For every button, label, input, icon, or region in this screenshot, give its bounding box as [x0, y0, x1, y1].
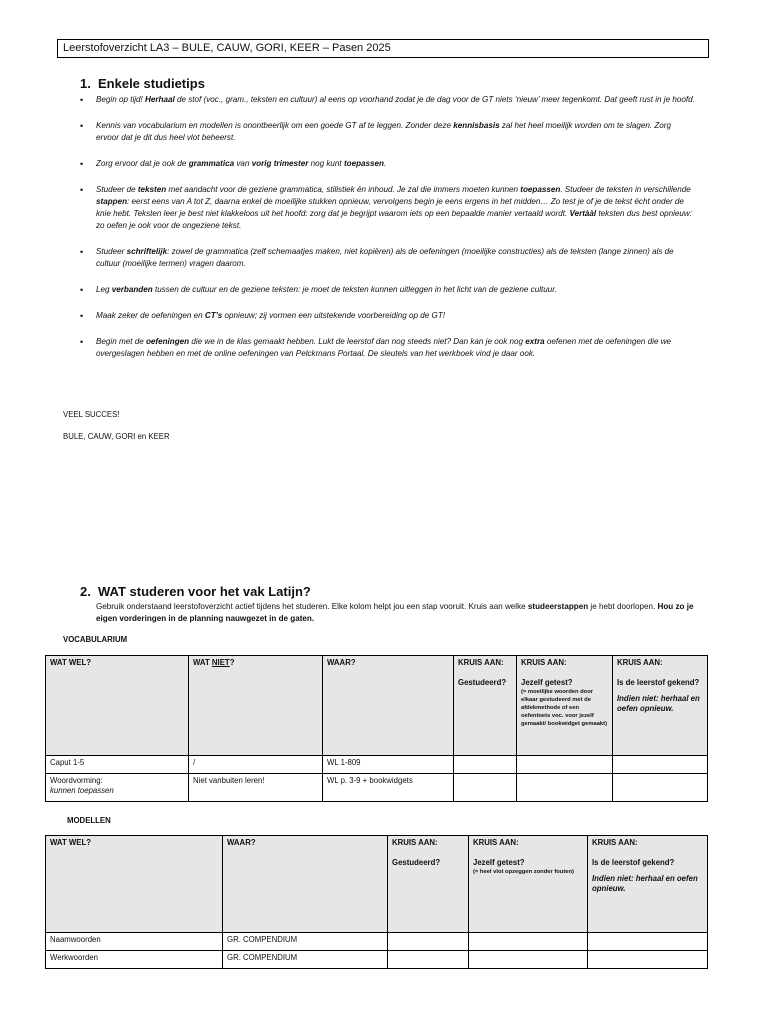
checkbox-jezelf-getest[interactable] [469, 933, 588, 951]
text-run: Kennis van vocabularium en modellen is onontbeerlijk om een goede GT af te leggen. Zonder deze [96, 121, 454, 130]
bold-text: Vertààl [569, 209, 597, 218]
section-2-title-text: WAT studeren voor het vak Latijn? [98, 584, 311, 599]
col-jezelf-getest [469, 836, 588, 933]
section-1-number: 1. [80, 76, 91, 91]
indien-label: Indien niet: herhaal en oefen opnieuw. [592, 874, 698, 893]
text-run: Studeer de [96, 185, 138, 194]
section-2-title [80, 584, 311, 599]
gestudeerd-label: Gestudeerd? [392, 858, 441, 867]
text-run: met aandacht voor de geziene grammatica, stilistiek én inhoud. Je zal die immers moeten kunnen [166, 185, 521, 194]
checkbox-gestudeerd[interactable] [454, 774, 517, 802]
row-waar: WL p. 3-9 + bookwidgets [323, 774, 454, 802]
models-table [45, 835, 708, 969]
tip-item [80, 336, 696, 360]
authors-text: BULE, CAUW, GORI en KEER [63, 432, 170, 441]
bold-text: extra [525, 337, 545, 346]
kruis-label: KRUIS AAN: [592, 838, 638, 847]
checkbox-gekend[interactable] [613, 774, 708, 802]
text-run: Begin op tijd! [96, 95, 146, 104]
kruis-label: KRUIS AAN: [521, 658, 567, 667]
row-wat-wel: Werkwoorden [46, 951, 223, 969]
jezelf-note: (= heel vlot opzeggen zonder fouten) [473, 869, 574, 875]
section-2-number: 2. [80, 584, 91, 599]
text-run: oefenen met de oefeningen die we overgeslagen hebben en met de online oefeningen van Pelckmans Portaal. De sleutels van het werkboek vind je daar ook. [96, 337, 672, 358]
tip-item [80, 310, 696, 322]
bold-text: verbanden [111, 285, 153, 294]
kruis-label: KRUIS AAN: [392, 838, 438, 847]
col-waar: WAAR? [223, 836, 388, 933]
jezelf-note: (= moeilijke woorden door elkaar gestudeerd met de afdekmethode of een oefentoets voc. voor jezelf gemaakt/ bookwidget gemaakt) [521, 689, 608, 727]
closing-text: VEEL SUCCES! [63, 410, 120, 419]
bold-text: studeerstappen [527, 602, 589, 611]
col-gekend [613, 656, 708, 756]
text-run: Gebruik onderstaand leerstofoverzicht actief tijdens het studeren. Elke kolom helpt jou een stap vooruit. Kruis aan welke [96, 602, 528, 611]
row-waar: GR. COMPENDIUM [223, 933, 388, 951]
models-header-row [46, 836, 708, 933]
checkbox-jezelf-getest[interactable] [469, 951, 588, 969]
text-run: . [383, 159, 387, 168]
text-run: Zorg ervoor dat je ook de [96, 159, 189, 168]
row-waar: WL 1-809 [323, 756, 454, 774]
col-wat-end: ? [229, 658, 235, 667]
text-run: tussen de cultuur en de geziene teksten: je moet de teksten kunnen uitleggen in het licht van de geziene cultuur. [152, 285, 557, 294]
bold-text: Herhaal [145, 95, 175, 104]
checkbox-gekend[interactable] [613, 756, 708, 774]
text-run: Leg [96, 285, 112, 294]
text-run: : zowel de grammatica (zelf schemaatjes maken, niet kopiëren) als de oefeningen (moeilijke constructies) als de teksten (lange zinnen) als de cultuur (moeilijke termen) vragen daarom. [96, 247, 674, 268]
indien-label: Indien niet: herhaal en oefen opnieuw. [617, 694, 700, 713]
checkbox-gestudeerd[interactable] [388, 951, 469, 969]
text-run: teksten dus best opnieuw: zo oefen je ook voor de ongeziene tekst. [96, 209, 693, 230]
checkbox-gekend[interactable] [588, 933, 708, 951]
col-gestudeerd [454, 656, 517, 756]
gestudeerd-label: Gestudeerd? [458, 678, 507, 687]
tip-item [80, 246, 696, 270]
col-gekend [588, 836, 708, 933]
study-tips-list [80, 94, 696, 374]
vocab-table [45, 655, 708, 802]
col-wat-wel: WAT WEL? [46, 656, 189, 756]
bold-text: stappen [96, 197, 128, 206]
table-row [46, 774, 708, 802]
kruis-label: KRUIS AAN: [458, 658, 504, 667]
text-run: : eerst eens van A tot Z, daarna enkel de moeilijke stukken opnieuw, vervolgens begin je eens ergens in het midden… Zo test je of je de tekst écht onder de knie hebt. Teksten leer je best niet klakkeloos uit het hoofd: zorg dat je begrijpt waarom iets op een bepaalde manier vertaald wordt. [96, 197, 684, 218]
tip-item [80, 158, 696, 170]
col-wat-text: WAT [193, 658, 212, 667]
bold-text: oefeningen [145, 337, 190, 346]
bold-text: toepassen [520, 185, 561, 194]
jezelf-label: Jezelf getest? [473, 858, 525, 867]
models-label: MODELLEN [67, 816, 111, 825]
bold-text: teksten [137, 185, 167, 194]
col-waar: WAAR? [323, 656, 454, 756]
bold-text: schriftelijk [126, 247, 168, 256]
bold-text: vorig trimester [251, 159, 309, 168]
checkbox-gestudeerd[interactable] [454, 756, 517, 774]
row-waar: GR. COMPENDIUM [223, 951, 388, 969]
header-title: Leerstofoverzicht LA3 – BULE, CAUW, GORI, KEER – Pasen 2025 [63, 42, 391, 54]
col-wat-niet [189, 656, 323, 756]
text-run: . Studeer de teksten in verschillende [560, 185, 691, 194]
section-1-title-text: Enkele studietips [98, 76, 205, 91]
row-wat-niet: / [189, 756, 323, 774]
text-run: Studeer [96, 247, 127, 256]
vocab-header-row [46, 656, 708, 756]
jezelf-label: Jezelf getest? [521, 678, 573, 687]
col-gestudeerd [388, 836, 469, 933]
bold-text: kennisbasis [453, 121, 500, 130]
bold-text: Hou zo je eigen vorderingen in de planning nauwgezet in de gaten. [96, 602, 694, 623]
text-run: zal het heel moeilijk worden om te slagen. Zorg ervoor dat je dit dus heel vlot beheerst. [96, 121, 671, 142]
table-row [46, 756, 708, 774]
row-wat-wel: Caput 1-5 [46, 756, 189, 774]
bold-text: grammatica [188, 159, 235, 168]
checkbox-jezelf-getest[interactable] [517, 774, 613, 802]
table-row [46, 951, 708, 969]
kruis-label: KRUIS AAN: [473, 838, 519, 847]
bold-text: CT’s [204, 311, 223, 320]
text-run: nog kunt [308, 159, 344, 168]
document-header [57, 39, 709, 58]
bold-text: toepassen [343, 159, 384, 168]
col-niet-text: NIET [211, 658, 230, 667]
checkbox-jezelf-getest[interactable] [517, 756, 613, 774]
text-run: de stof (voc., gram., teksten en cultuur) al eens op voorhand zodat je de dag voor de GT niets ‘nieuw’ meer tegenkomt. Dat geeft rust in je hoofd. [174, 95, 695, 104]
text-run: Maak zeker de oefeningen en [96, 311, 205, 320]
table-row [46, 933, 708, 951]
text-run: opnieuw; zij vormen een uitstekende voorbereiding op de GT! [222, 311, 446, 320]
vocab-label: VOCABULARIUM [63, 635, 128, 644]
text-run: van [234, 159, 252, 168]
row-wat-wel-sub: kunnen toepassen [50, 786, 114, 795]
row-wat-wel-text: Woordvorming: [50, 776, 103, 785]
row-wat-niet: Niet vanbuiten leren! [189, 774, 323, 802]
col-wat-wel: WAT WEL? [46, 836, 223, 933]
tip-item [80, 120, 696, 144]
text-run: je hebt doorlopen. [588, 602, 658, 611]
section-1-title [80, 76, 205, 91]
tip-item [80, 94, 696, 106]
row-wat-wel: Naamwoorden [46, 933, 223, 951]
kruis-label: KRUIS AAN: [617, 658, 663, 667]
text-run: Begin met de [96, 337, 146, 346]
checkbox-gestudeerd[interactable] [388, 933, 469, 951]
row-wat-wel [46, 774, 189, 802]
col-jezelf-getest [517, 656, 613, 756]
tip-item [80, 284, 696, 296]
gekend-label: Is de leerstof gekend? [617, 678, 700, 687]
text-run: die we in de klas gemaakt hebben. Lukt de leerstof dan nog steeds niet? Dan kan je ook nog [189, 337, 526, 346]
tip-item [80, 184, 696, 232]
section-2-intro [96, 601, 706, 625]
checkbox-gekend[interactable] [588, 951, 708, 969]
gekend-label: Is de leerstof gekend? [592, 858, 675, 867]
